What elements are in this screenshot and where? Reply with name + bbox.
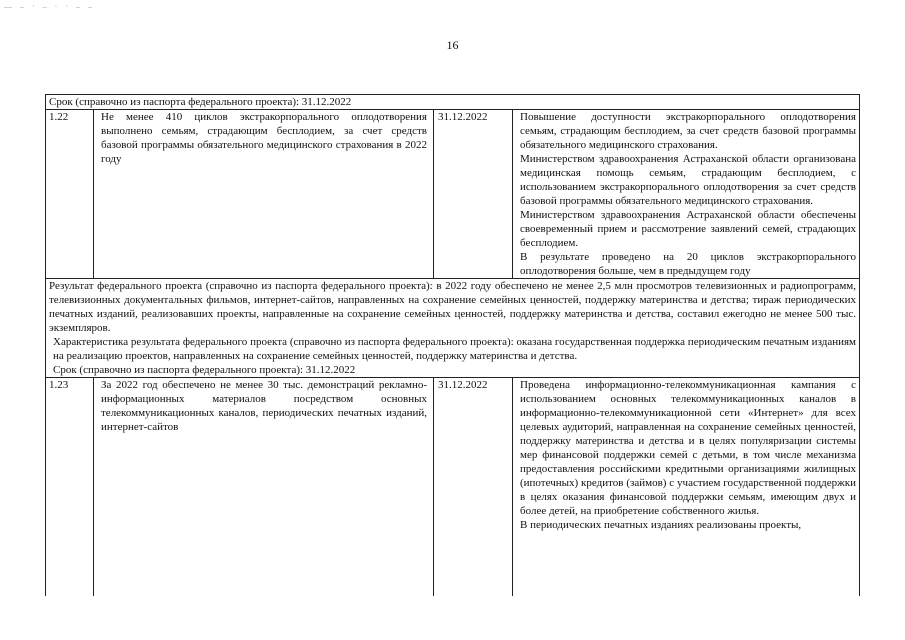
row-date: 31.12.2022: [434, 110, 513, 278]
info-paragraph: В результате проведено на 20 циклов экстракорпорального оплодотворения больше, чем в предыдущем году: [520, 251, 856, 277]
federal-result-text: Результат федерального проекта (справочно из паспорта федерального проекта): в 2022 году обеспечено не менее 2,5 млн просмотров телевизионных и радиопрограмм, телевизионных документальных фильмов, интернет-сайтов, направленных на сохранение семейных ценностей, поддержку материнства и детства; тираж периодических печатных изданий, реализовавших проекты, направленные на сохранение семейных ценностей, поддержку материнства и детства, составил ежегодно не менее 500 тыс. экземпляров.: [49, 280, 856, 334]
row-date: 31.12.2022: [434, 378, 513, 596]
deadline-row: [46, 95, 859, 110]
row-info: [513, 110, 859, 278]
info-paragraph: В периодических печатных изданиях реализованы проекты,: [520, 519, 802, 531]
row-number: 1.23: [46, 378, 94, 596]
federal-characteristic-text: Характеристика результата федерального проекта (справочно из паспорта федерального проекта): оказана государственная поддержка периодическим печатным изданиям на реализацию проектов, направленных на сохранение семейных ценностей, поддержку материнства и детства.: [53, 336, 856, 362]
row-info: [513, 378, 859, 596]
row-number: 1.22: [46, 110, 94, 278]
table-row: [46, 110, 859, 279]
federal-result-block: [46, 279, 859, 378]
info-paragraph: Министерством здравоохранения Астраханской области организована медицинская помощь семьям, страдающим бесплодием, с использованием экстракорпорального оплодотворения за счет средств базовой программы обязательного медицинского страхования.: [520, 153, 856, 207]
page-number: 16: [446, 38, 459, 52]
deadline-text: Срок (справочно из паспорта федерального проекта): 31.12.2022: [49, 96, 352, 108]
info-paragraph: Повышение доступности экстракорпорального оплодотворения семьям, страдающим бесплодием, за счет средств базовой программы обязательного медицинского страхования.: [520, 111, 856, 151]
row-result: Не менее 410 циклов экстракорпорального оплодотворения выполнено семьям, страдающим бесплодием, за счет средств базовой программы обязательного медицинского страхования в 2022 году: [94, 110, 434, 278]
row-result: За 2022 год обеспечено не менее 30 тыс. демонстраций рекламно-информационных материалов посредством основных телекоммуникационных каналов, периодических печатных изданий, интернет-сайтов: [94, 378, 434, 596]
table-row: [46, 378, 859, 596]
scan-artifact: — – · – · · – –: [4, 2, 95, 11]
federal-deadline-text: Срок (справочно из паспорта федерального проекта): 31.12.2022: [53, 364, 356, 376]
report-table: [45, 94, 860, 596]
info-paragraph: Министерством здравоохранения Астраханской области обеспечены своевременный прием и рассмотрение заявлений семей, страдающих бесплодием.: [520, 209, 856, 249]
info-paragraph: Проведена информационно-телекоммуникационная кампания с использованием основных телекоммуникационных каналов в информационно-телекоммуникационной сети «Интернет» для всех целевых аудиторий, направленная на сохранение семейных ценностей, поддержку материнства и детства и в целях популяризации системы мер финансовой поддержки семей с детьми, в том числе механизма предоставления российскими кредитными организациями жилищных (ипотечных) кредитов (займов) с участием государственной поддержки в целях оказания финансовой поддержки семьям, имеющим двух и более детей, на приобретение собственного жилья.: [520, 379, 856, 517]
